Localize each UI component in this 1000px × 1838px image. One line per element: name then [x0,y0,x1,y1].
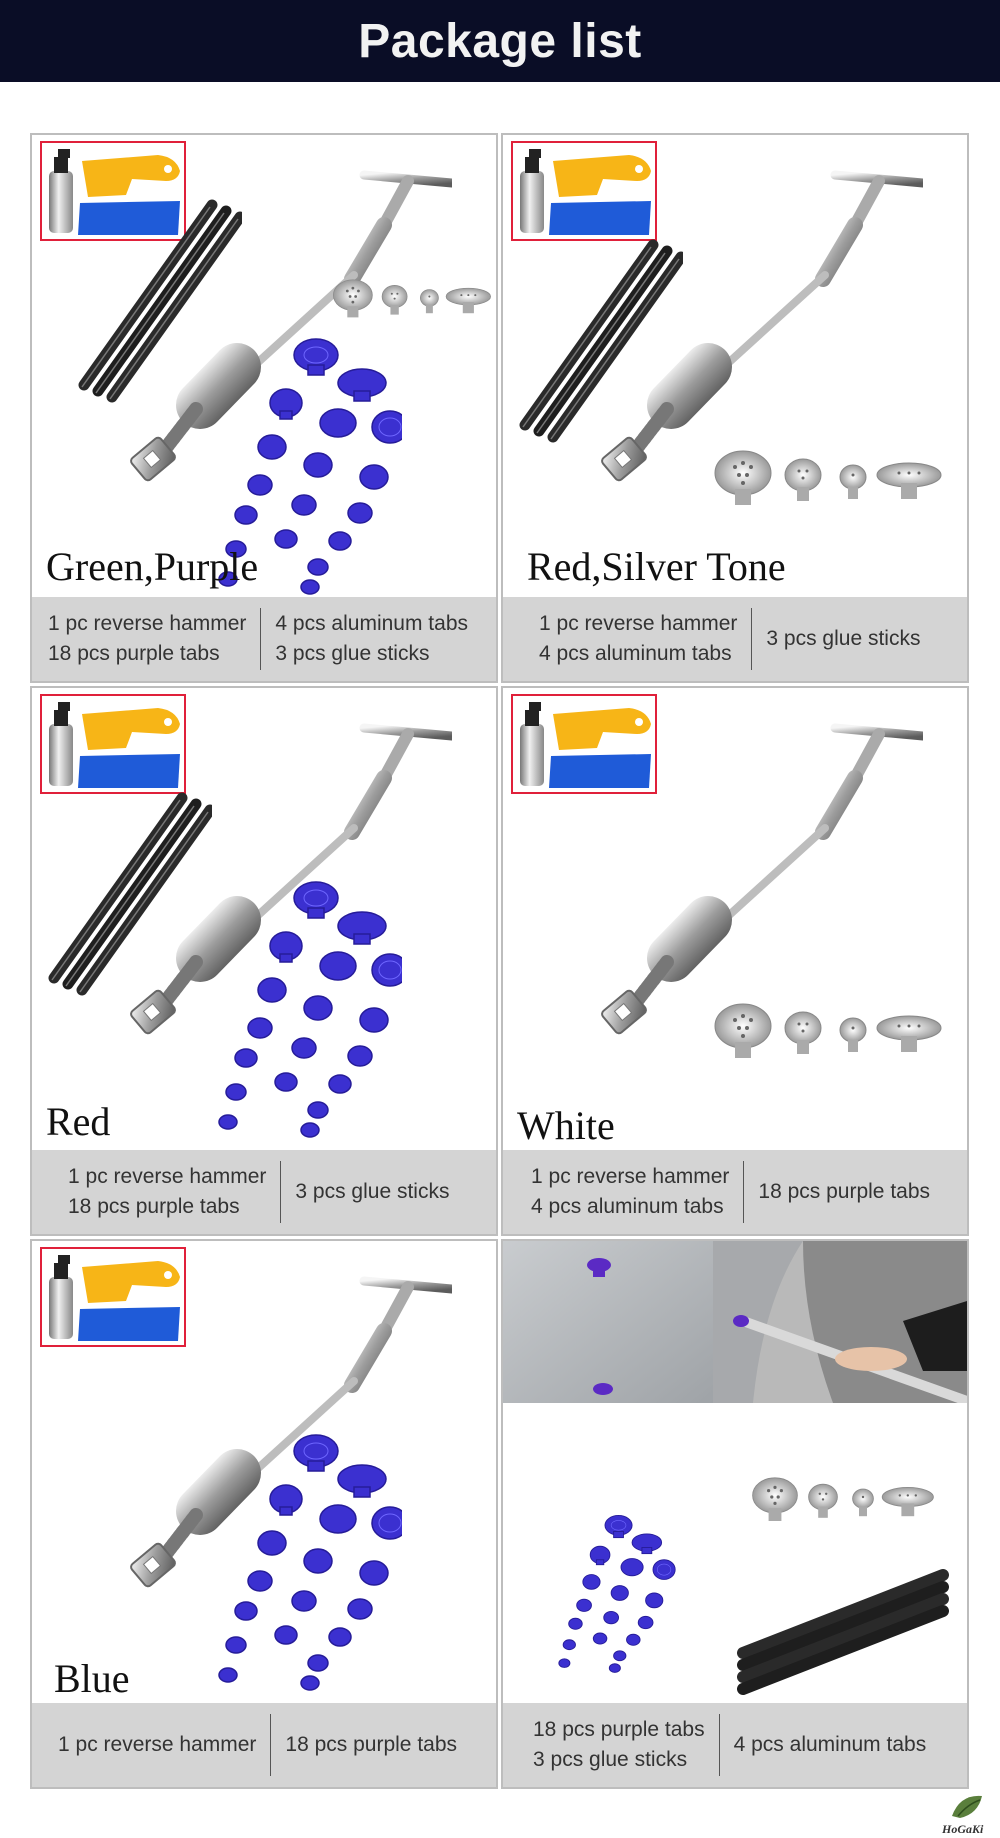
contents-panel [32,1703,498,1787]
contents-col-1 [58,1730,256,1760]
contents-item: 18 pcs purple tabs [285,1733,458,1756]
package-card-red [30,686,498,1236]
package-card-usage-photo [501,1239,969,1789]
contents-item: 1 pc reverse hammer [68,1165,267,1188]
contents-panel [32,1150,498,1234]
contents-item: 3 pcs glue sticks [766,627,921,650]
variant-label: Red,Silver Tone [527,544,786,589]
contents-item: 18 pcs purple tabs [48,642,220,665]
package-card-red-silver-tone [501,133,969,683]
contents-item: 1 pc reverse hammer [48,612,247,635]
contents-item: 1 pc reverse hammer [58,1733,257,1756]
divider [280,1161,281,1223]
contents-item: 18 pcs purple tabs [68,1195,240,1218]
contents-item: 3 pcs glue sticks [533,1748,688,1771]
contents-item: 4 pcs aluminum tabs [275,612,468,635]
product-image [503,1403,967,1703]
contents-col-2 [766,624,920,654]
contents-item: 4 pcs aluminum tabs [539,642,732,665]
brand-logo-text: HoGaKi [942,1822,984,1836]
contents-col-1 [68,1162,266,1222]
contents-item: 3 pcs glue sticks [295,1180,450,1203]
contents-item: 18 pcs purple tabs [758,1180,931,1203]
contents-col-1 [533,1715,705,1775]
divider [743,1161,744,1223]
contents-item: 3 pcs glue sticks [275,642,430,665]
contents-panel [32,597,498,681]
variant-label: Blue [54,1656,130,1701]
usage-photo [503,1241,967,1403]
contents-col-2 [275,609,468,669]
product-image [32,688,496,1150]
variant-label: Green,Purple [46,544,259,589]
contents-col-1 [48,609,246,669]
product-image [32,135,496,597]
contents-col-2 [758,1177,930,1207]
page-header [0,0,1000,82]
page-title: Package list [358,14,642,68]
contents-col-2 [734,1730,927,1760]
product-image [32,1241,496,1703]
package-card-white [501,686,969,1236]
contents-col-1 [539,609,737,669]
variant-label: White [517,1103,615,1148]
package-card-blue [30,1239,498,1789]
contents-panel [503,1703,969,1787]
product-image [503,688,967,1150]
contents-item: 1 pc reverse hammer [531,1165,730,1188]
contents-item: 4 pcs aluminum tabs [733,1733,927,1756]
divider [260,608,261,670]
contents-panel [503,597,969,681]
divider [270,1714,271,1776]
divider [719,1714,720,1776]
contents-col-2 [285,1730,457,1760]
variant-label: Red [46,1099,111,1144]
product-image [503,135,967,597]
contents-panel [503,1150,969,1234]
contents-item: 1 pc reverse hammer [539,612,738,635]
divider [751,608,752,670]
contents-col-2 [295,1177,449,1207]
contents-item: 18 pcs purple tabs [533,1718,705,1741]
package-card-green-purple [30,133,498,683]
contents-item: 4 pcs aluminum tabs [531,1195,724,1218]
contents-col-1 [531,1162,729,1222]
